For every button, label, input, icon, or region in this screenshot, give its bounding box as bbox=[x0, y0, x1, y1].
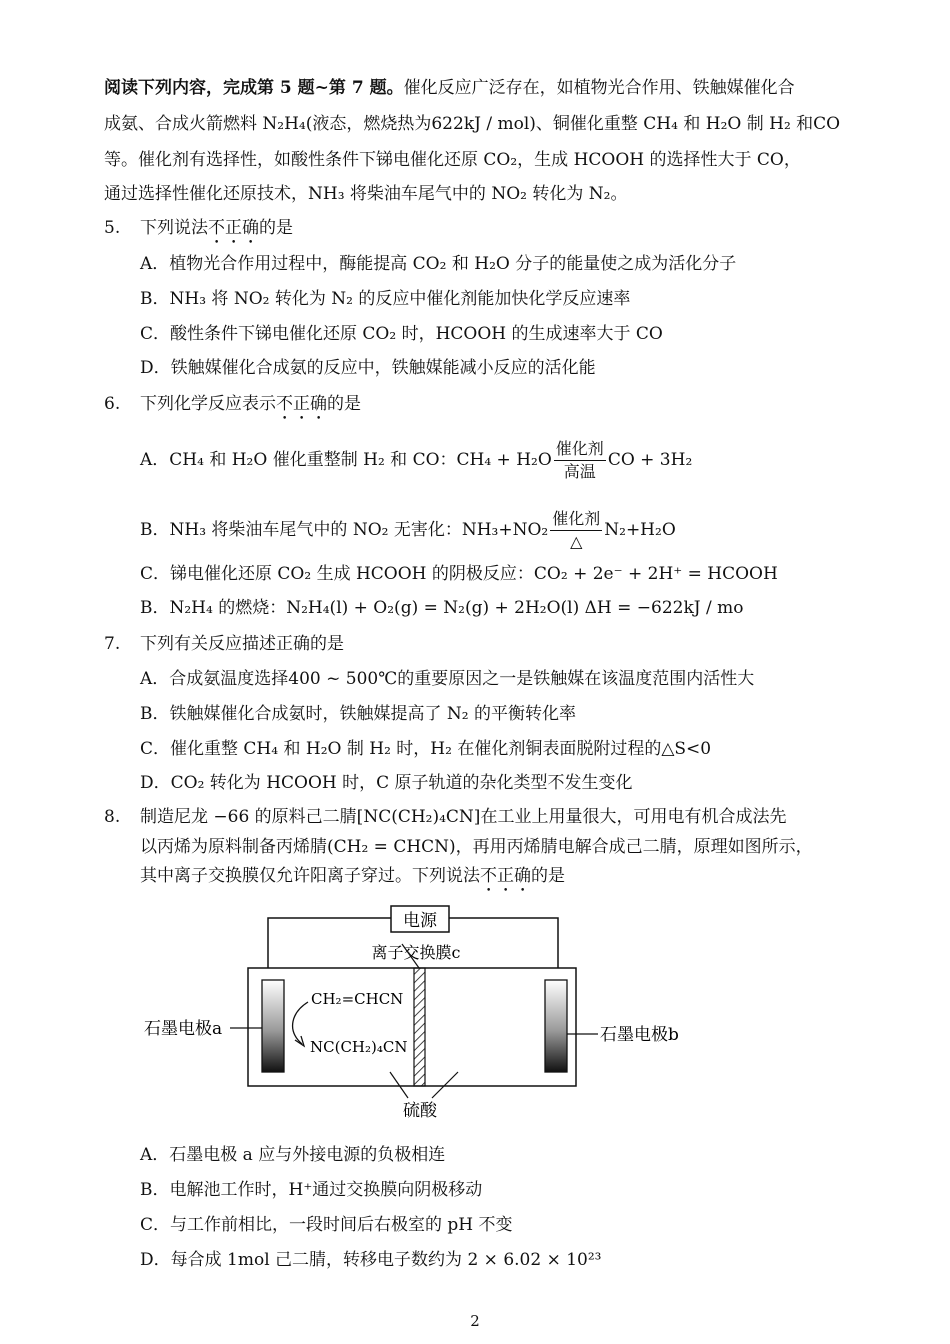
q8-stem-b: 的是 bbox=[531, 866, 565, 886]
q8-option-a: A．石墨电极 a 应与外接电源的负极相连 bbox=[140, 1145, 446, 1165]
electrode-b-label: 石墨电极b bbox=[600, 1025, 679, 1045]
intro-line-1-rest: 催化反应广泛存在，如植物光合作用、铁触媒催化合 bbox=[403, 78, 795, 98]
intro-line-4: 通过选择性催化还原技术，NH₃ 将柴油车尾气中的 NO₂ 转化为 N₂。 bbox=[104, 184, 628, 204]
q6-a-temperature: 高温 bbox=[563, 462, 596, 481]
sulfuric-acid-label: 硫酸 bbox=[403, 1101, 437, 1121]
q8-stem-line-3 bbox=[140, 864, 565, 896]
intro-heading: 阅读下列内容，完成第 5 题~第 7 题。 bbox=[104, 78, 404, 98]
graphite-electrode-a bbox=[262, 980, 284, 1072]
q7-option-b: B．铁触媒催化合成氨时，铁触媒提高了 N₂ 的平衡转化率 bbox=[140, 704, 576, 724]
power-supply-label: 电源 bbox=[403, 911, 437, 931]
q8-stem-a: 其中离子交换膜仅允许阳离子穿过。下列说法 bbox=[140, 866, 480, 886]
electrolysis-diagram bbox=[140, 900, 700, 1130]
q5-option-c: C．酸性条件下锑电催化还原 CO₂ 时，HCOOH 的生成速率大于 CO bbox=[140, 324, 663, 344]
q8-option-c: C．与工作前相比，一段时间后右极室的 pH 不变 bbox=[140, 1215, 513, 1235]
q8-stem-emphasis: 不正确 bbox=[480, 866, 531, 886]
q6-option-d: B．N₂H₄ 的燃烧：N₂H₄(l) + O₂(g) = N₂(g) + 2H₂O(l) ΔH = −622kJ / mo bbox=[140, 598, 744, 618]
q7-number: 7. bbox=[104, 634, 121, 654]
q6-b-catalyst: 催化剂 bbox=[550, 508, 602, 531]
ion-exchange-membrane bbox=[414, 968, 425, 1086]
q6-number: 6. bbox=[104, 394, 121, 414]
q6-stem-b: 的是 bbox=[327, 394, 361, 414]
q5-stem-b: 的是 bbox=[259, 218, 293, 238]
q6-a-catalyst: 催化剂 bbox=[554, 438, 606, 461]
intro-line-2: 成氨、合成火箭燃料 N₂H₄(液态，燃烧热为622kJ / mol)、铜催化重整 CH₄ 和 H₂O 制 H₂ 和CO bbox=[104, 114, 841, 134]
graphite-electrode-b bbox=[545, 980, 567, 1072]
q8-option-d: D．每合成 1mol 己二腈，转移电子数约为 2 × 6.02 × 10²³ bbox=[140, 1250, 602, 1270]
q6-b-condition bbox=[550, 508, 602, 553]
q8-number: 8. bbox=[104, 807, 121, 827]
q6-option-c: C．锑电催化还原 CO₂ 生成 HCOOH 的阴极反应：CO₂ + 2e⁻ + 2H⁺ = HCOOH bbox=[140, 564, 778, 584]
q5-option-d: D．铁触媒催化合成氨的反应中，铁触媒能减小反应的活化能 bbox=[140, 358, 596, 378]
page-number: 2 bbox=[470, 1312, 480, 1330]
q5-stem-emphasis: 不正确 bbox=[208, 218, 259, 238]
product-adiponitrile: NC(CH₂)₄CN bbox=[310, 1038, 408, 1056]
q6-a-reactants: A．CH₄ 和 H₂O 催化重整制 H₂ 和 CO：CH₄ + H₂O bbox=[140, 450, 552, 470]
q6-stem bbox=[140, 392, 361, 424]
q7-option-c: C．催化重整 CH₄ 和 H₂O 制 H₂ 时，H₂ 在催化剂铜表面脱附过程的△S<0 bbox=[140, 739, 712, 759]
q7-option-d: D．CO₂ 转化为 HCOOH 时，C 原子轨道的杂化类型不发生变化 bbox=[140, 773, 633, 793]
q8-option-b: B．电解池工作时，H⁺通过交换膜向阴极移动 bbox=[140, 1180, 483, 1200]
q6-option-b bbox=[140, 503, 676, 557]
q6-stem-a: 下列化学反应表示 bbox=[140, 394, 276, 414]
q6-a-condition bbox=[554, 438, 606, 483]
q7-stem: 下列有关反应描述正确的是 bbox=[140, 634, 344, 654]
membrane-label: 离子交换膜c bbox=[371, 943, 461, 962]
q7-option-a: A．合成氨温度选择400 ~ 500℃的重要原因之一是铁触媒在该温度范围内活性大 bbox=[140, 669, 755, 689]
q6-b-heat: △ bbox=[570, 532, 583, 551]
q6-b-reactants: B．NH₃ 将柴油车尾气中的 NO₂ 无害化：NH₃+NO₂ bbox=[140, 520, 549, 540]
intro-line-1 bbox=[104, 76, 795, 100]
q6-option-a bbox=[140, 432, 692, 488]
intro-line-3: 等。催化剂有选择性，如酸性条件下锑电催化还原 CO₂，生成 HCOOH 的选择性大于 CO， bbox=[104, 150, 801, 170]
q5-option-b: B．NH₃ 将 NO₂ 转化为 N₂ 的反应中催化剂能加快化学反应速率 bbox=[140, 289, 631, 309]
q5-stem bbox=[140, 216, 293, 248]
q6-a-products: CO + 3H₂ bbox=[607, 450, 693, 470]
q8-stem-line-1: 制造尼龙 −66 的原料己二腈[NC(CH₂)₄CN]在工业上用量很大，可用电有机合成法先 bbox=[140, 807, 787, 827]
electrode-a-label: 石墨电极a bbox=[144, 1019, 223, 1039]
q5-stem-a: 下列说法 bbox=[140, 218, 208, 238]
electrolysis-cell bbox=[248, 968, 576, 1086]
q6-b-products: N₂+H₂O bbox=[604, 520, 676, 540]
q5-number: 5. bbox=[104, 218, 121, 238]
q8-stem-line-2: 以丙烯为原料制备丙烯腈(CH₂ = CHCN)，再用丙烯腈电解合成己二腈，原理如图所示， bbox=[140, 837, 813, 857]
q5-option-a: A．植物光合作用过程中，酶能提高 CO₂ 和 H₂O 分子的能量使之成为活化分子 bbox=[140, 254, 737, 274]
q6-stem-emphasis: 不正确 bbox=[276, 394, 327, 414]
reactant-acrylonitrile: CH₂=CHCN bbox=[311, 990, 404, 1008]
